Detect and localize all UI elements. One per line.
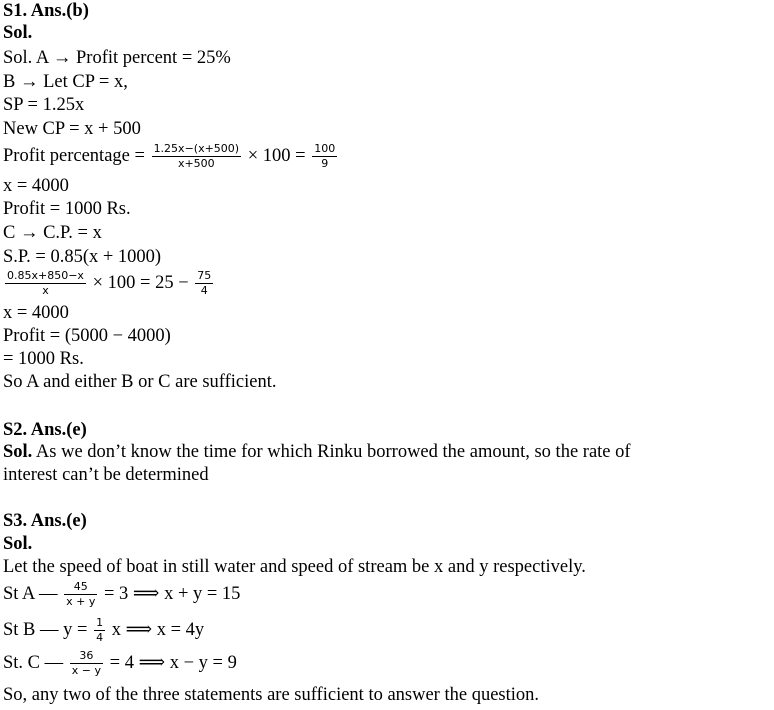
s3-heading: S3. Ans.(e) [3,511,87,531]
fraction-4 [195,269,213,298]
fraction-2-denominator: 9 [321,157,329,171]
s2-text1: As we don’t know the time for which Rinku borrowed the amount, so the rate of [32,442,631,462]
s1-line-rs: = 1000 Rs. [3,349,84,369]
s1-line-x1: x = 4000 [3,176,69,196]
times-100-eq-25: × 100 = 25 − [92,273,189,293]
fraction-4-denominator: 4 [200,284,208,298]
st-c-denominator: x − y [71,664,102,678]
s1-line-profit1: Profit = 1000 Rs. [3,199,131,219]
s1-sol-label: Sol. [3,23,33,43]
st-a-numerator: 45 [64,580,97,595]
s2-heading: S2. Ans.(e) [3,420,87,440]
s3-statement-b [3,612,204,648]
s1-line-newcp: New CP = x + 500 [3,119,141,139]
fraction-2 [312,142,337,171]
s3-intro: Let the speed of boat in still water and speed of stream be x and y respectively. [3,557,586,577]
fraction-1 [152,142,242,171]
s1-line-b: B → Let CP = x, [3,72,128,92]
s1-heading: S1. Ans.(b) [3,1,89,21]
st-a-denominator: x + y [66,595,96,609]
st-c-rest: = 4 ⟹ x − y = 9 [109,653,237,673]
s1-line-a: Sol. A → Profit percent = 25% [3,48,231,68]
fraction-3-numerator: 0.85x+850−x [7,269,84,283]
st-a-rest: = 3 ⟹ x + y = 15 [103,584,241,604]
st-c-fraction [70,649,103,678]
fraction-1-denominator: x+500 [177,157,215,171]
st-b-label: St B — y = [3,620,88,640]
s1-conclusion: So A and either B or C are sufficient. [3,372,277,392]
st-b-numerator: 1 [96,616,104,630]
st-b-rest: x ⟹ x = 4y [111,620,205,640]
s1-line-x2: x = 4000 [3,303,69,323]
s1-line-sp2: S.P. = 0.85(x + 1000) [3,247,162,267]
s1-line-c: C → C.P. = x [3,223,102,243]
st-c-label: St. C — [3,653,64,673]
s3-statement-a [3,576,240,612]
s3-sol-label: Sol. [3,534,33,554]
s1-second-equation [3,264,215,302]
st-b-fraction [94,616,105,645]
st-a-fraction [64,580,97,609]
times-100-eq: × 100 = [247,146,306,166]
s3-statement-c [3,645,237,681]
s2-sol-label: Sol. [3,442,33,462]
s1-line-profit2: Profit = (5000 − 4000) [3,326,171,346]
s2-text2: interest can’t be determined [3,465,209,485]
fraction-3-denominator: x [42,284,49,298]
fraction-2-numerator: 100 [314,142,336,156]
profit-percentage-label: Profit percentage = [3,146,145,166]
s3-conclusion: So, any two of the three statements are sufficient to answer the question. [3,685,540,705]
st-a-label: St A — [3,584,58,604]
st-c-numerator: 36 [70,649,103,664]
fraction-4-numerator: 75 [197,269,212,283]
s1-profit-percentage-equation [3,138,339,174]
fraction-1-numerator: 1.25x−(x+500) [153,142,240,156]
s1-line-sp: SP = 1.25x [3,95,85,115]
s2-sol-line [3,441,631,463]
st-b-denominator: 4 [96,631,104,645]
fraction-3 [5,269,86,298]
